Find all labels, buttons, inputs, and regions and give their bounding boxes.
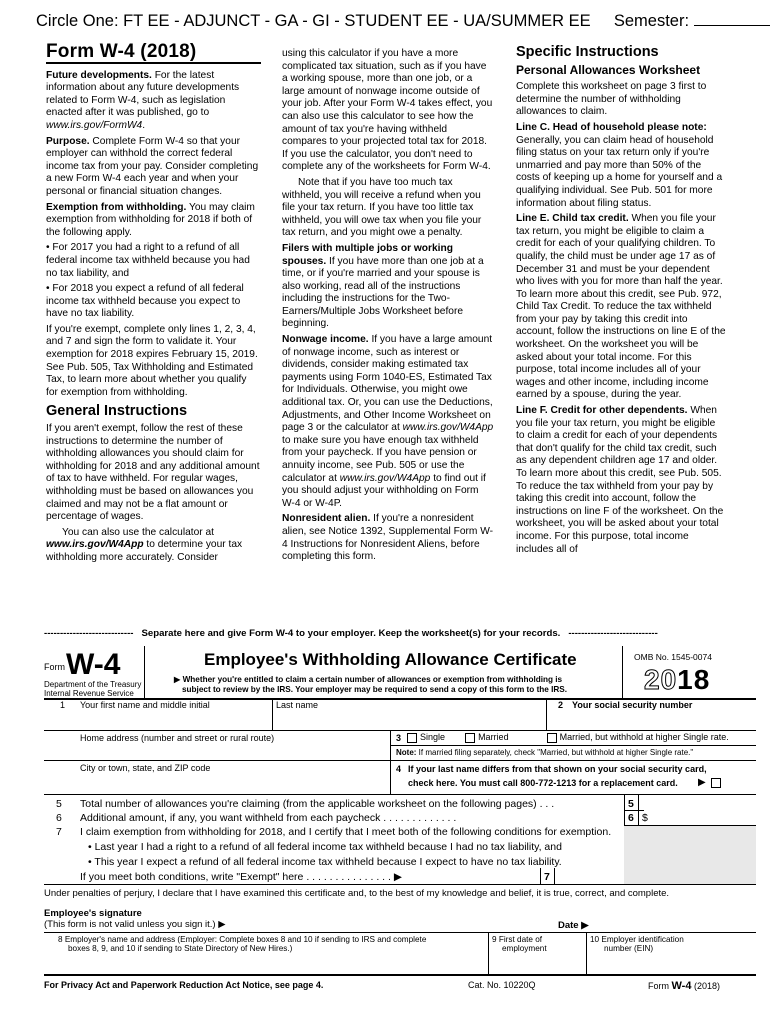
line4-number: 4 bbox=[396, 764, 402, 774]
bullet-2018: • For 2018 you expect a refund of all federal income tax withheld because you expect to have no tax liability. bbox=[46, 283, 244, 320]
form-title: Form W-4 (2018) bbox=[46, 46, 261, 64]
exemption-paragraph: Exemption from withholding. You may claim exemption from withholding for 2018 if both of the following apply. bbox=[46, 201, 255, 238]
line3-number: 3 bbox=[396, 733, 402, 743]
line-c-paragraph: Line C. Head of household please note: Generally, you can claim head of household filing status on your tax return only if you're unmarried and pay more than 50% of the costs of keeping up a home for yourself and a qualifying individual. See Pub. 501 for more information about filing status. bbox=[516, 121, 723, 209]
address-field[interactable] bbox=[80, 746, 380, 760]
irs-label: Internal Revenue Service bbox=[44, 689, 134, 698]
line4-text-2: check here. You must call 800-772-1213 for a replacement card. bbox=[408, 778, 678, 788]
city-label: City or town, state, and ZIP code bbox=[80, 763, 211, 773]
ssn-label: Your social security number bbox=[572, 700, 693, 710]
w4app-link-3[interactable]: www.irs.gov/W4App bbox=[339, 472, 431, 484]
filing-status-options bbox=[404, 732, 729, 743]
personal-allowances-paragraph: Complete this worksheet on page 3 first to determine the number of withholding allowances to claim. bbox=[516, 81, 707, 118]
married-label: Married bbox=[478, 732, 509, 742]
future-developments-paragraph: Future developments. For the latest information about any future developments related to Form W-4, such as legislation enacted after it was published, go to www.irs.gov/FormW4. bbox=[46, 69, 240, 131]
line5-box-number: 5 bbox=[628, 798, 634, 810]
line10-text-2: number (EIN) bbox=[604, 944, 654, 953]
general-instructions-heading: General Instructions bbox=[46, 403, 188, 420]
instructions-column-2 bbox=[282, 48, 494, 567]
circle-one-text: Circle One: FT EE - ADJUNCT - GA - GI - STUDENT EE - UA/SUMMER EE bbox=[36, 12, 591, 30]
line6-text: Additional amount, if any, you want withheld from each paycheck . . . . . . . . . . . . . bbox=[80, 812, 457, 824]
instructions-column-3 bbox=[516, 46, 726, 559]
instructions-column-1 bbox=[46, 41, 261, 568]
footer-form-id: Form W-4 (2018) bbox=[648, 980, 720, 992]
exempt-complete-paragraph: If you're exempt, complete only lines 1, 2, 3, 4, and 7 and sign the form to validate it. Your exemption for 2018 expires February 15, 2019. See Pub. 505, Tax Withholding and Estimated Tax, to learn more about whether you qualify for exemption from withholding. bbox=[46, 323, 258, 398]
line-e-paragraph: Line E. Child tax credit. When you file your tax return, you might be eligible to claim a credit for each of your qualifying children. To qualify, the child must be under age 17 as of December 31 and must be your dependent who lives with you for more than half the year. To learn more about this credit, see Pub. 972, Child Tax Credit. To reduce the tax withheld from your pay by taking this credit into account, follow the instructions on line E of the worksheet. On the worksheet you will be asked about your total income. For this purpose, total income includes all of your wages and other income, including income earned by a spouse, during the year. bbox=[516, 213, 726, 401]
purpose-paragraph: Purpose. Complete Form W-4 so that your employer can withhold the correct federal income tax from your pay. Consider completing a new Form W-4 each year and when your personal or financial situation changes. bbox=[46, 135, 259, 197]
subtitle-line-2: subject to review by the IRS. Your employer may be required to send a copy of this form to the IRS. bbox=[182, 685, 568, 694]
ssn-field[interactable] bbox=[550, 712, 754, 728]
city-field[interactable] bbox=[80, 776, 380, 790]
omb-number: OMB No. 1545-0074 bbox=[634, 652, 712, 662]
dept-treasury: Department of the Treasury bbox=[44, 680, 142, 689]
line1-number: 1 bbox=[60, 700, 66, 710]
name-differs-checkbox[interactable] bbox=[711, 778, 721, 788]
calculator-continued-paragraph: using this calculator if you have a more complicated tax situation, such as if you have a working spouse, more than one job, or a large amount of nonwage income outside of your job. After your Form W-4 takes effect, you can also use this calculator to see how the amount of tax you're having withheld compares to your projected total tax for 2018. If you use the calculator, you don't need to complete any of the worksheets for Form W-4. bbox=[282, 48, 493, 173]
nonwage-paragraph: Nonwage income. If you have a large amount of nonwage income, such as interest or dividends, consider making estimated tax payments using Form 1040-ES, Estimated Tax for Individuals. Otherwise, you might owe additional tax. Or, you can use the Deductions, Adjustments, and Other Income Worksheet on page 3 or the calculator at www.irs.gov/W4App to make sure you have enough tax withheld from your paycheck. If you have pension or annuity income, see Pub. 505 or use the calculator at www.irs.gov/W4App to find out if you should adjust your withholding on Form W-4 or W-4P. bbox=[282, 334, 494, 509]
privacy-notice: For Privacy Act and Paperwork Reduction Act Notice, see page 4. bbox=[44, 980, 324, 990]
married-higher-rate-label: Married, but withhold at higher Single rate. bbox=[559, 732, 729, 742]
filing-note: Note: If married filing separately, check "Married, but withhold at higher Single rate." bbox=[396, 748, 694, 757]
line7-box-number: 7 bbox=[544, 871, 550, 883]
married-checkbox[interactable] bbox=[465, 733, 475, 743]
date-label: Date ▶ bbox=[558, 920, 589, 931]
line2-number: 2 bbox=[558, 700, 564, 710]
last-name-label: Last name bbox=[276, 700, 319, 710]
additional-amount-field[interactable] bbox=[650, 811, 750, 824]
first-date-field[interactable] bbox=[492, 956, 582, 970]
first-name-label: Your first name and middle initial bbox=[80, 700, 210, 710]
line9-text-2: employment bbox=[502, 944, 547, 953]
line9-text-1: 9 First date of bbox=[492, 935, 543, 944]
line8-text-2: boxes 8, 9, and 10 if sending to State Directory of New Hires.) bbox=[68, 944, 293, 953]
w4-certificate bbox=[44, 646, 756, 976]
nonresident-alien-paragraph: Nonresident alien. If you're a nonresident alien, see Notice 1392, Supplemental Form W-4 Instructions for Nonresident Aliens, before completing this form. bbox=[282, 513, 494, 563]
specific-instructions-heading: Specific Instructions bbox=[516, 44, 659, 60]
signature-field[interactable] bbox=[254, 916, 554, 930]
formw4-link[interactable]: www.irs.gov/FormW4 bbox=[46, 119, 143, 131]
separator-text: Separate here and give Form W-4 to your employer. Keep the worksheet(s) for your records. bbox=[141, 628, 561, 639]
personal-allowances-heading: Personal Allowances Worksheet bbox=[516, 62, 701, 77]
line5-number: 5 bbox=[56, 798, 62, 810]
subtitle-line-1: ▶ Whether you're entitled to claim a certain number of allowances or exemption from withholding is bbox=[174, 675, 563, 684]
signature-note: (This form is not valid unless you sign it.) ▶ bbox=[44, 919, 226, 930]
certificate-title: Employee's Withholding Allowance Certificate bbox=[204, 650, 577, 669]
married-higher-rate-checkbox[interactable] bbox=[547, 733, 557, 743]
separator-left-dashes: ---------------------------- bbox=[44, 628, 134, 639]
single-label: Single bbox=[420, 732, 446, 742]
line7-number: 7 bbox=[56, 826, 62, 838]
line6-number: 6 bbox=[56, 812, 62, 824]
line7-exempt-text: If you meet both conditions, write "Exempt" here . . . . . . . . . . . . . . . ▶ bbox=[80, 871, 402, 883]
semester-field[interactable] bbox=[694, 12, 770, 26]
line7-bullet-1: • Last year I had a right to a refund of all federal income tax withheld because I had no tax liability, and bbox=[88, 841, 562, 853]
address-label: Home address (number and street or rural route) bbox=[80, 733, 275, 743]
line5-text: Total number of allowances you're claiming (from the applicable worksheet on the following pages) . . . bbox=[80, 798, 555, 810]
line6-dollar-sign: $ bbox=[642, 812, 648, 824]
semester-label: Semester: bbox=[613, 12, 690, 30]
multiple-jobs-paragraph: Filers with multiple jobs or working spouses. If you have more than one job at a time, or if you're married and your spouse is also working, read all of the instructions including the instructions for the Two-Earners/Multiple Jobs Worksheet before beginning. bbox=[282, 242, 484, 330]
single-checkbox[interactable] bbox=[407, 733, 417, 743]
form-label: Form bbox=[44, 662, 65, 672]
line4-arrow-icon: ▶ bbox=[698, 777, 706, 788]
date-field[interactable] bbox=[604, 918, 754, 932]
shaded-area bbox=[624, 826, 756, 884]
line10-text-1: 10 Employer identification bbox=[590, 935, 684, 944]
general-instructions-paragraph: If you aren't exempt, follow the rest of these instructions to determine the number of withholding allowances you should claim for withholding for 2018 and any additional amount of tax to have withheld. For regular wages, withholding must be based on allowances you claimed and may not be a flat amount or percentage of wages. bbox=[46, 423, 260, 523]
perjury-statement: Under penalties of perjury, I declare that I have examined this certificate and, to the best of my knowledge and belief, it is true, correct, and complete. bbox=[44, 888, 670, 899]
refund-note-paragraph: Note that if you have too much tax withheld, you will receive a refund when you file your tax return. If you have too little tax withheld, you will owe tax when you file your tax return, and you might owe a penalty. bbox=[282, 176, 482, 239]
ein-field[interactable] bbox=[590, 956, 752, 970]
first-name-field[interactable] bbox=[80, 712, 270, 728]
allowances-field[interactable] bbox=[640, 796, 752, 809]
cut-separator bbox=[44, 628, 756, 639]
bullet-2017: • For 2017 you had a right to a refund of all federal income tax withheld because you had no tax liability, and bbox=[46, 242, 250, 279]
w4app-link-2[interactable]: www.irs.gov/W4App bbox=[402, 422, 494, 434]
catalog-number: Cat. No. 10220Q bbox=[468, 980, 536, 990]
line7-bullet-2: • This year I expect a refund of all federal income tax withheld because I expect to have no tax liability. bbox=[88, 856, 562, 868]
employer-name-field[interactable] bbox=[58, 956, 484, 970]
w4app-link[interactable]: www.irs.gov/W4App bbox=[46, 539, 144, 551]
line-f-paragraph: Line F. Credit for other dependents. When you file your tax return, you might be eligible to claim a credit for each of your dependents that don't qualify for the child tax credit, such as any dependent children age 17 and older. To learn more about this credit, see Pub. 505. To reduce the tax withheld from your pay by taking this credit into account, follow the instructions on line F of the worksheet. On the worksheet, you will be asked about your total income. For this purpose, total income includes all of bbox=[516, 405, 724, 555]
separator-right-dashes: ---------------------------- bbox=[568, 628, 658, 639]
signature-heading: Employee's signature bbox=[44, 908, 142, 919]
line8-text-1: 8 Employer's name and address (Employer: Complete boxes 8 and 10 if sending to IRS and complete bbox=[58, 935, 427, 944]
top-header bbox=[36, 12, 756, 31]
line4-text-1: If your last name differs from that shown on your social security card, bbox=[408, 764, 707, 774]
line6-box-number: 6 bbox=[628, 812, 634, 824]
exempt-field[interactable] bbox=[556, 869, 624, 883]
line7-text: I claim exemption from withholding for 2018, and I certify that I meet both of the following conditions for exemption. bbox=[80, 826, 612, 838]
calculator-paragraph: You can also use the calculator at www.irs.gov/W4App to determine your tax withholding more accurately. Consider bbox=[46, 526, 243, 563]
tax-year: 2018 bbox=[644, 664, 711, 695]
form-number: W-4 bbox=[66, 648, 121, 681]
last-name-field[interactable] bbox=[276, 712, 542, 728]
